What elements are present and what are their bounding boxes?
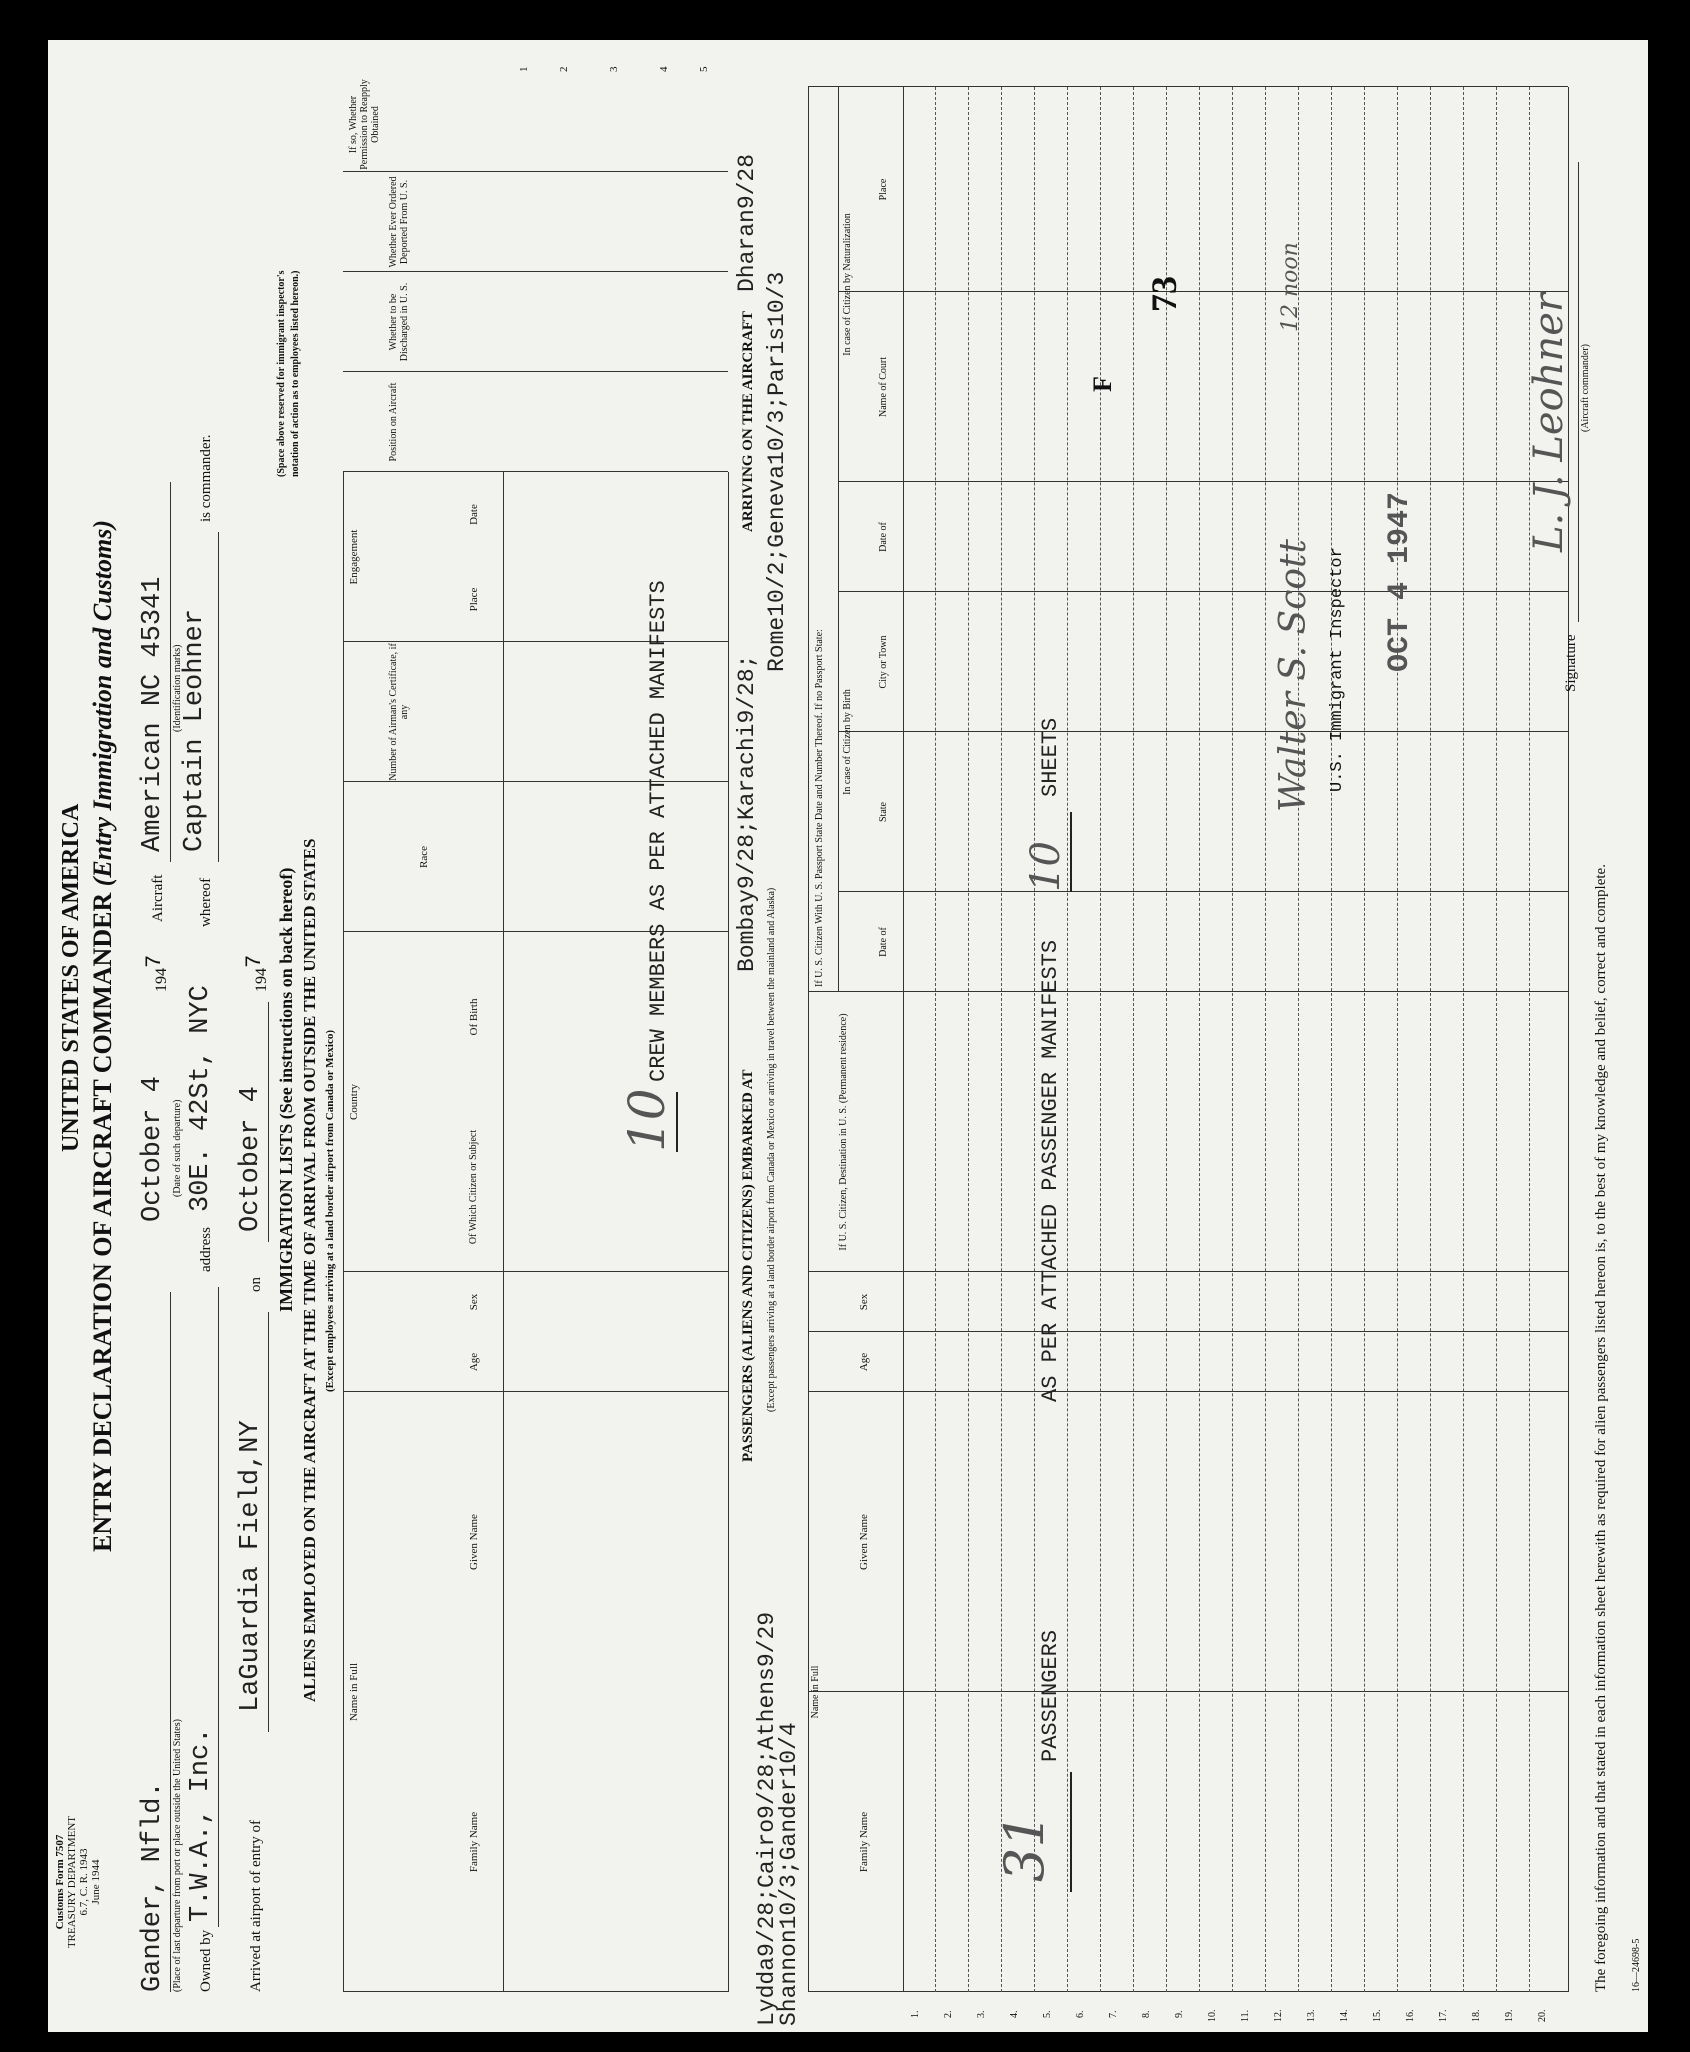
crew-col-family-name: Family Name bbox=[468, 1811, 480, 1873]
pax-typed-passengers: PASSENGERS bbox=[1038, 1629, 1063, 1762]
arrival-label: Arrived at airport of entry of bbox=[248, 1819, 264, 1992]
rotated-form-sheet bbox=[48, 40, 1648, 2032]
country-heading: UNITED STATES OF AMERICA bbox=[58, 803, 84, 1152]
commander-signature: L. J. Leohner bbox=[1526, 293, 1572, 552]
crew-col-airman-cert: Number of Airman's Certificate, if any bbox=[388, 643, 410, 781]
pax-row-number: 4. bbox=[1009, 2010, 1020, 2018]
crew-col-discharged: Whether to be Discharged in U. S. bbox=[388, 282, 410, 362]
departure-place-caption: (Place of last departure from port or place outside the United States) bbox=[172, 1719, 183, 1992]
owner-label: Owned by bbox=[198, 1929, 214, 1992]
crew-col-place: Place bbox=[468, 587, 480, 612]
pax-col-destination: If U. S. Citizen, Destination in U. S. (Permanent residence) bbox=[838, 1013, 849, 1251]
address-label: address bbox=[198, 1227, 214, 1272]
route-line-1b: Rome10/2;Geneva10/3;Paris10/3 bbox=[764, 271, 790, 672]
passenger-exception-note: (Except passengers arriving at a land border airport from Canada or Mexico or arriving in travel between the mainland and Alaska) bbox=[766, 887, 777, 1412]
departure-place: Gander, Nfld. bbox=[138, 1781, 168, 1992]
pax-row-number: 19. bbox=[1504, 2009, 1515, 2022]
crew-row-number: 1 bbox=[518, 66, 530, 72]
pax-row-number: 13. bbox=[1306, 2009, 1317, 2022]
embarked-places: Bombay9/28;Karachi9/28; bbox=[734, 654, 760, 972]
arriving-label: ARRIVING ON THE AIRCRAFT bbox=[740, 310, 756, 532]
form-title-main: ENTRY DECLARATION OF AIRCRAFT COMMANDER bbox=[88, 892, 117, 1552]
stamp-date: OCT 4 1947 bbox=[1383, 491, 1417, 672]
reserved-note-2: notation of action as to employees listed hereon.) bbox=[290, 270, 301, 477]
pax-handwritten-sheets: 10 bbox=[1023, 841, 1069, 892]
signature-label: Signature bbox=[1563, 634, 1579, 692]
immigration-lists-heading: IMMIGRATION LISTS (See instructions on back hereof) bbox=[276, 867, 296, 1312]
crew-col-of-birth: Of Birth bbox=[468, 998, 480, 1036]
pax-handwritten-count: 31 bbox=[993, 1813, 1056, 1882]
pax-typed-sheets: SHEETS bbox=[1038, 717, 1063, 797]
department-name: TREASURY DEPARTMENT bbox=[66, 1815, 78, 1949]
cfr-reference: 6.7, C. R. 1943 bbox=[78, 1848, 90, 1916]
pax-row-number: 2. bbox=[943, 2010, 954, 2018]
crew-col-position: Position on Aircraft bbox=[388, 382, 399, 462]
pax-col-name-full: Name in Full bbox=[810, 1665, 821, 1719]
route-line-1: Lydda9/28;Cairo9/28;Athens9/29 bbox=[754, 1611, 780, 2026]
crew-col-permission: If so, Whether Permission to Reapply Obtained bbox=[348, 79, 381, 170]
pax-row-number: 8. bbox=[1141, 2010, 1152, 2018]
arrival-year-digit: 7 bbox=[242, 954, 267, 968]
pax-col-by-birth: In case of Citizen by Birth bbox=[842, 689, 853, 795]
pax-col-given-name: Given Name bbox=[858, 1514, 870, 1570]
departure-date: October 4 bbox=[138, 1076, 168, 1222]
document-page bbox=[48, 40, 1648, 2032]
pax-row-number: 7. bbox=[1108, 2010, 1119, 2018]
arrival-year-prefix: 194 bbox=[253, 968, 270, 992]
pax-passport-note: If U. S. Citizen With U. S. Passport State Date and Number Thereof. If no Passport State: bbox=[814, 629, 825, 987]
pax-col-by-naturalization: In case of Citizen by Naturalization bbox=[842, 213, 853, 356]
pax-col-age: Age bbox=[858, 1352, 870, 1372]
form-title-sub: (Entry Immigration and Customs) bbox=[88, 520, 117, 887]
form-id: Customs Form 7507 bbox=[54, 1834, 66, 1930]
crew-col-name-full: Name in Full bbox=[348, 1662, 360, 1722]
crew-exception-note: (Except employees arriving at a land border airport from Canada or Mexico) bbox=[324, 1029, 336, 1392]
pax-col-date-of-nat: Date of bbox=[878, 522, 889, 552]
route-line-2: Shannon10/3;Gander10/4 bbox=[776, 1722, 802, 2026]
signature-caption: (Aircraft commander) bbox=[1580, 343, 1591, 432]
aircraft-id: American NC 45341 bbox=[138, 576, 168, 852]
crew-col-citizen-of: Of Which Citizen or Subject bbox=[468, 1129, 479, 1245]
certification-text: The foregoing information and that stated in each information sheet herewith as required for alien passengers listed hereon is, to the best of my knowledge and belief, correct and complete. bbox=[1593, 864, 1609, 1992]
pax-row-number: 20. bbox=[1537, 2009, 1548, 2022]
pax-col-city: City or Town bbox=[878, 635, 889, 689]
crew-col-race: Race bbox=[418, 846, 430, 868]
pax-row-number: 3. bbox=[976, 2010, 987, 2018]
pax-typed-manifests: AS PER ATTACHED PASSENGER MANIFESTS bbox=[1038, 939, 1063, 1402]
crew-col-age: Age bbox=[468, 1352, 480, 1372]
pax-col-date-of: Date of bbox=[878, 927, 889, 957]
crew-typed-note: CREW MEMBERS AS PER ATTACHED MANIFESTS bbox=[646, 580, 671, 1082]
pax-row-number: 15. bbox=[1372, 2009, 1383, 2022]
pax-col-name-of-court: Name of Court bbox=[878, 357, 889, 417]
aircraft-caption: (Identification marks) bbox=[172, 644, 183, 732]
pax-col-family-name: Family Name bbox=[858, 1811, 870, 1873]
form-title bbox=[88, 520, 118, 1552]
pax-row-number: 10. bbox=[1207, 2009, 1218, 2022]
stamp-number: 73 bbox=[1144, 276, 1184, 312]
pax-row-number: 18. bbox=[1471, 2009, 1482, 2022]
departure-date-caption: (Date of such departure) bbox=[172, 1099, 183, 1197]
crew-row-number: 4 bbox=[658, 66, 670, 72]
crew-col-country: Country bbox=[348, 1083, 360, 1121]
pax-row-number: 1. bbox=[910, 2010, 921, 2018]
passengers-heading: PASSENGERS (ALIENS AND CITIZENS) EMBARKED AT bbox=[740, 1069, 756, 1462]
arrival-airport: LaGuardia Field,NY bbox=[236, 1420, 266, 1712]
hand-time-note: 12 noon bbox=[1278, 242, 1303, 332]
departure-year-prefix: 194 bbox=[153, 968, 170, 992]
departure-year bbox=[142, 954, 173, 992]
inspector-title: U.S. Immigrant Inspector bbox=[1328, 547, 1347, 792]
reserved-note-1: (Space above reserved for immigrant inspector's bbox=[276, 270, 287, 477]
pax-row-number: 5. bbox=[1042, 2010, 1053, 2018]
commander-suffix: is commander. bbox=[198, 434, 214, 522]
crew-handwritten-count: 10 bbox=[618, 1088, 676, 1152]
arrival-on-label: on bbox=[248, 1277, 264, 1292]
crew-col-date: Date bbox=[468, 504, 480, 525]
crew-col-sex: Sex bbox=[468, 1293, 480, 1311]
crew-row-number: 3 bbox=[608, 66, 620, 72]
aircraft-label: Aircraft bbox=[150, 874, 166, 922]
pax-row-number: 9. bbox=[1174, 2010, 1185, 2018]
form-edition: June 1944 bbox=[90, 1859, 102, 1905]
crew-col-given-name: Given Name bbox=[468, 1514, 480, 1570]
pax-row-number: 17. bbox=[1438, 2009, 1449, 2022]
pax-col-state: State bbox=[878, 802, 889, 822]
crew-row-number: 2 bbox=[558, 66, 570, 72]
whereof-label: whereof bbox=[198, 877, 214, 927]
crew-row-number: 5 bbox=[698, 66, 710, 72]
owner-address: 30E. 42St, NYC bbox=[186, 985, 216, 1212]
pax-row-number: 6. bbox=[1075, 2010, 1086, 2018]
pax-row-number: 12. bbox=[1273, 2009, 1284, 2022]
pax-row-number: 16. bbox=[1405, 2009, 1416, 2022]
crew-col-deported: Whether Ever Ordered Deported From U. S. bbox=[388, 176, 410, 268]
print-code: 16—24698-5 bbox=[1631, 1938, 1642, 1992]
owner-name: T.W.A., Inc. bbox=[186, 1727, 216, 1922]
stamp-mark: F bbox=[1088, 376, 1117, 392]
aliens-employed-heading: ALIENS EMPLOYED ON THE AIRCRAFT AT THE TIME OF ARRIVAL FROM OUTSIDE THE UNITED STATES bbox=[300, 838, 319, 1702]
arrival-year bbox=[242, 954, 273, 992]
arriving-place: Dharan9/28 bbox=[734, 153, 760, 292]
pax-col-place: Place bbox=[878, 178, 889, 201]
form-id-block bbox=[54, 1787, 102, 1977]
arrival-date: October 4 bbox=[236, 1086, 266, 1232]
pax-col-sex: Sex bbox=[858, 1293, 870, 1311]
pax-row-number: 14. bbox=[1339, 2009, 1350, 2022]
crew-col-engagement: Engagement bbox=[348, 529, 360, 585]
departure-year-digit: 7 bbox=[142, 954, 167, 968]
pax-row-number: 11. bbox=[1240, 2009, 1251, 2022]
commander-name: Captain Leohner bbox=[180, 608, 210, 852]
inspector-signature: Walter S. Scott bbox=[1273, 539, 1314, 812]
